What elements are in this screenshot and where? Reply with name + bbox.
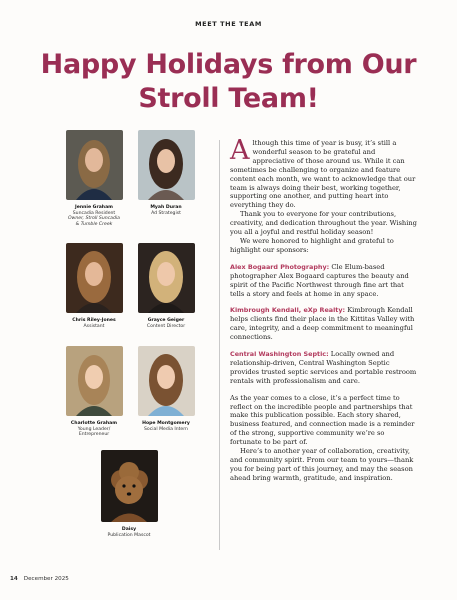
article-closing: As the year comes to a close, it’s a perfect time to reflect on the incredible people and partnerships that make this publication possible. Each story shared, business featured, and connection made is a reminder of the strong, supportive community we’re so fortunate to be part of.: [230, 393, 415, 447]
page-footer: [10, 576, 69, 582]
team-photo: [138, 243, 195, 313]
member-role: Young Leader/: [77, 426, 111, 432]
member-role-line-2: Owner, Stroll Suncadia: [67, 216, 120, 222]
column-divider: [219, 140, 220, 550]
sponsor-text: Kimbrough Kendall helps clients find their place in the Kittitas Valley with care, integrity, and a deep commitment to meaningful connections.: [230, 306, 415, 342]
team-photo: [66, 130, 123, 200]
member-name: Charlotte Graham: [70, 421, 118, 426]
team-photo: [101, 450, 158, 522]
sponsor-name: Central Washington Septic:: [230, 350, 329, 359]
member-name: Grayce Geiger: [147, 318, 185, 323]
member-name: Hope Montgomery: [142, 421, 190, 426]
article-paragraph: Thank you to everyone for your contributions, creativity, and dedication throughout the year. Wishing you all a joyful and restful holiday season!: [230, 210, 417, 237]
page-number: 14: [10, 576, 18, 582]
sponsor-entry: [230, 350, 418, 386]
sponsor-name: Kimbrough Kendall, eXp Realty:: [230, 306, 346, 315]
team-member-myah: [121, 130, 211, 216]
sponsor-entry: [230, 306, 418, 342]
article-intro: [230, 135, 418, 210]
member-name: Chris Riley-Jones: [72, 318, 116, 323]
issue-date: December 2025: [23, 576, 69, 582]
member-name: Jennie Graham: [75, 205, 113, 210]
member-role-line-2: Entrepreneur: [78, 432, 110, 438]
member-role: Ad Strategist: [151, 210, 181, 216]
member-role: Assistant: [83, 323, 105, 329]
member-role: Publication Mascot: [107, 532, 151, 538]
team-photo: [138, 346, 195, 416]
team-photo: [138, 130, 195, 200]
member-role: Social Media Intern: [144, 426, 188, 432]
team-member-hope: [121, 346, 211, 432]
member-name: Myah Duran: [150, 205, 182, 210]
member-name: Daisy: [121, 527, 137, 532]
sponsor-text: Locally owned and relationship-driven, Central Washington Septic provides trusted septic services and portable restroom rentals with professionalism and care.: [230, 350, 417, 385]
team-photo: [66, 243, 123, 313]
headline-line-2: Stroll Team!: [138, 83, 319, 114]
team-member-daisy: [84, 450, 174, 538]
article-closing: Here’s to another year of collaboration, creativity, and community spirit. From our team to yours—thank you for being part of this journey, and may the season ahead bring warmth, gratitude, and inspiration.: [230, 447, 414, 482]
sponsor-text: Cle Elum-based photographer Alex Bogaard captures the beauty and spirit of the Pacific Northwest through fine art that tells a story and feels at home in any space.: [230, 262, 409, 298]
headline-line-1: Happy Holidays from Our: [40, 49, 417, 80]
team-member-grayce: [121, 243, 211, 329]
drop-cap: A: [230, 135, 250, 166]
team-photo: [66, 346, 123, 416]
sponsor-name: Alex Bogaard Photography:: [230, 262, 330, 271]
member-role-line-3: & Tumble Creek: [75, 221, 113, 227]
sponsor-entry: [230, 263, 418, 299]
member-role: Suncadia Resident: [72, 210, 116, 216]
team-grid: [0, 0, 220, 600]
article-paragraph: We were honored to highlight and grateful to highlight our sponsors:: [230, 236, 394, 254]
member-role: Content Director: [146, 323, 186, 329]
article-body: [230, 135, 418, 483]
section-label: MEET THE TEAM: [195, 20, 262, 28]
intro-text: lthough this time of year is busy, it’s still a wonderful season to be grateful and appreciative of those around us. While it can sometimes be challenging to organize and feature content each month, we want to acknowledge that our team is always doing their best, working together, supporting one another, and putting heart into everything they do.: [230, 139, 416, 210]
